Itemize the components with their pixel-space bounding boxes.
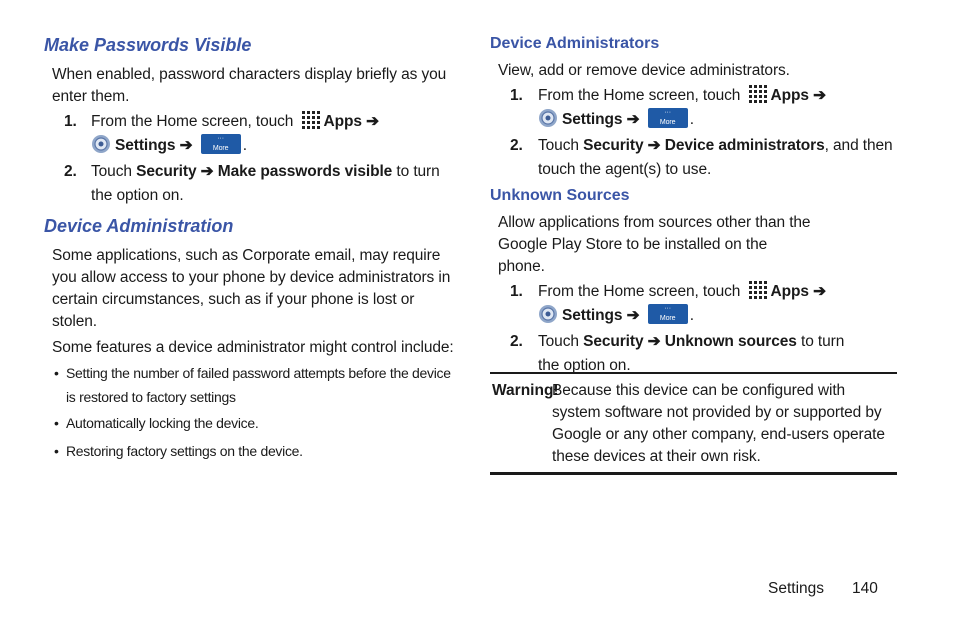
step-1: 1. From the Home screen, touch Apps ➔ Settings ➔ ··· More . [490, 84, 900, 132]
section-heading-make-passwords-visible: Make Passwords Visible [44, 35, 252, 55]
right-column [490, 34, 900, 378]
step-1: 1. From the Home screen, touch Apps ➔ Settings ➔ ··· More . [490, 280, 900, 328]
apps-grid-icon [301, 110, 321, 130]
step-suffix: to turn the option on. [91, 163, 440, 204]
warning-label: Warning! [492, 382, 559, 399]
step-number: 1. [510, 87, 523, 104]
step-path: Security ➔ Device administrators [583, 137, 825, 154]
apps-label: Apps [323, 113, 362, 130]
more-label: More [659, 119, 676, 126]
step-touch: Touch [538, 137, 579, 154]
step-text: From the Home screen, touch [91, 113, 294, 130]
intro-paragraph: View, add or remove device administrators. [498, 62, 790, 79]
features-intro: Some features a device administrator might control include: [52, 339, 454, 356]
settings-label: Settings [562, 111, 623, 128]
step-path: Security ➔ Make passwords visible [136, 163, 393, 180]
step-path: Security ➔ Unknown sources [583, 333, 797, 350]
step-2 [490, 330, 858, 378]
more-dots: ··· [217, 135, 225, 142]
arrow: ➔ [626, 307, 640, 324]
more-label: More [659, 315, 676, 322]
page-number: 140 [852, 580, 878, 597]
arrow: ➔ [366, 113, 380, 130]
step-number: 2. [510, 333, 523, 350]
apps-label: Apps [770, 283, 809, 300]
more-label: More [212, 145, 229, 152]
warning-box [490, 372, 897, 475]
more-tab-icon [648, 108, 688, 128]
step-1: 1. From the Home screen, touch Apps ➔ Settings ➔ ··· More . [44, 110, 459, 158]
more-tab-icon [201, 134, 241, 154]
intro-paragraph: When enabled, password characters display briefly as you enter them. [52, 66, 447, 105]
settings-gear-icon [538, 304, 558, 324]
step-text: From the Home screen, touch [538, 283, 741, 300]
bullet-item: • Setting the number of failed password attempts before the device is restored to factory settings [54, 365, 451, 405]
bullet-text: Setting the number of failed password attempts before the device is restored to factory settings [66, 365, 451, 405]
left-column [44, 34, 459, 463]
apps-grid-icon [748, 84, 768, 104]
intro-paragraph: Some applications, such as Corporate email, may require you allow access to your phone by device administrators in certain circumstances, such as if your phone is lost or stolen. [52, 247, 451, 330]
settings-gear-icon [538, 108, 558, 128]
step-number: 1. [64, 113, 77, 130]
bullet-text: Automatically locking the device. [66, 415, 259, 431]
more-dots: ··· [664, 305, 672, 312]
section-heading-device-administrators: Device Administrators [490, 35, 660, 52]
apps-grid-icon [748, 280, 768, 300]
section-heading-unknown-sources: Unknown Sources [490, 187, 630, 204]
bullet-item: • Restoring factory settings on the device. [54, 443, 303, 459]
bullet-item: • Automatically locking the device. [54, 415, 259, 431]
intro-paragraph: Allow applications from sources other than the Google Play Store to be installed on the phone. [498, 214, 811, 275]
step-touch: Touch [538, 333, 579, 350]
more-dots: ··· [664, 109, 672, 116]
settings-label: Settings [115, 137, 176, 154]
apps-label: Apps [770, 87, 809, 104]
settings-label: Settings [562, 307, 623, 324]
arrow: ➔ [813, 283, 827, 300]
warning-text: Because this device can be configured with system software not provided by or supported by Google or any other company, end-users operate these devices at their own risk. [552, 382, 885, 465]
section-heading-device-administration: Device Administration [44, 216, 234, 236]
step-suffix: to turn the option on. [538, 333, 845, 374]
step-touch: Touch [91, 163, 132, 180]
arrow: ➔ [813, 87, 827, 104]
step-2 [490, 134, 898, 182]
step-2 [44, 160, 461, 208]
step-number: 1. [510, 283, 523, 300]
footer-section-name: Settings [768, 580, 825, 597]
step-text: From the Home screen, touch [538, 87, 741, 104]
arrow: ➔ [179, 137, 193, 154]
step-number: 2. [510, 137, 523, 154]
step-suffix: , and then touch the agent(s) to use. [538, 137, 893, 178]
more-tab-icon [648, 304, 688, 324]
settings-gear-icon [91, 134, 111, 154]
arrow: ➔ [626, 111, 640, 128]
step-number: 2. [64, 163, 77, 180]
bullet-text: Restoring factory settings on the device. [66, 443, 303, 459]
